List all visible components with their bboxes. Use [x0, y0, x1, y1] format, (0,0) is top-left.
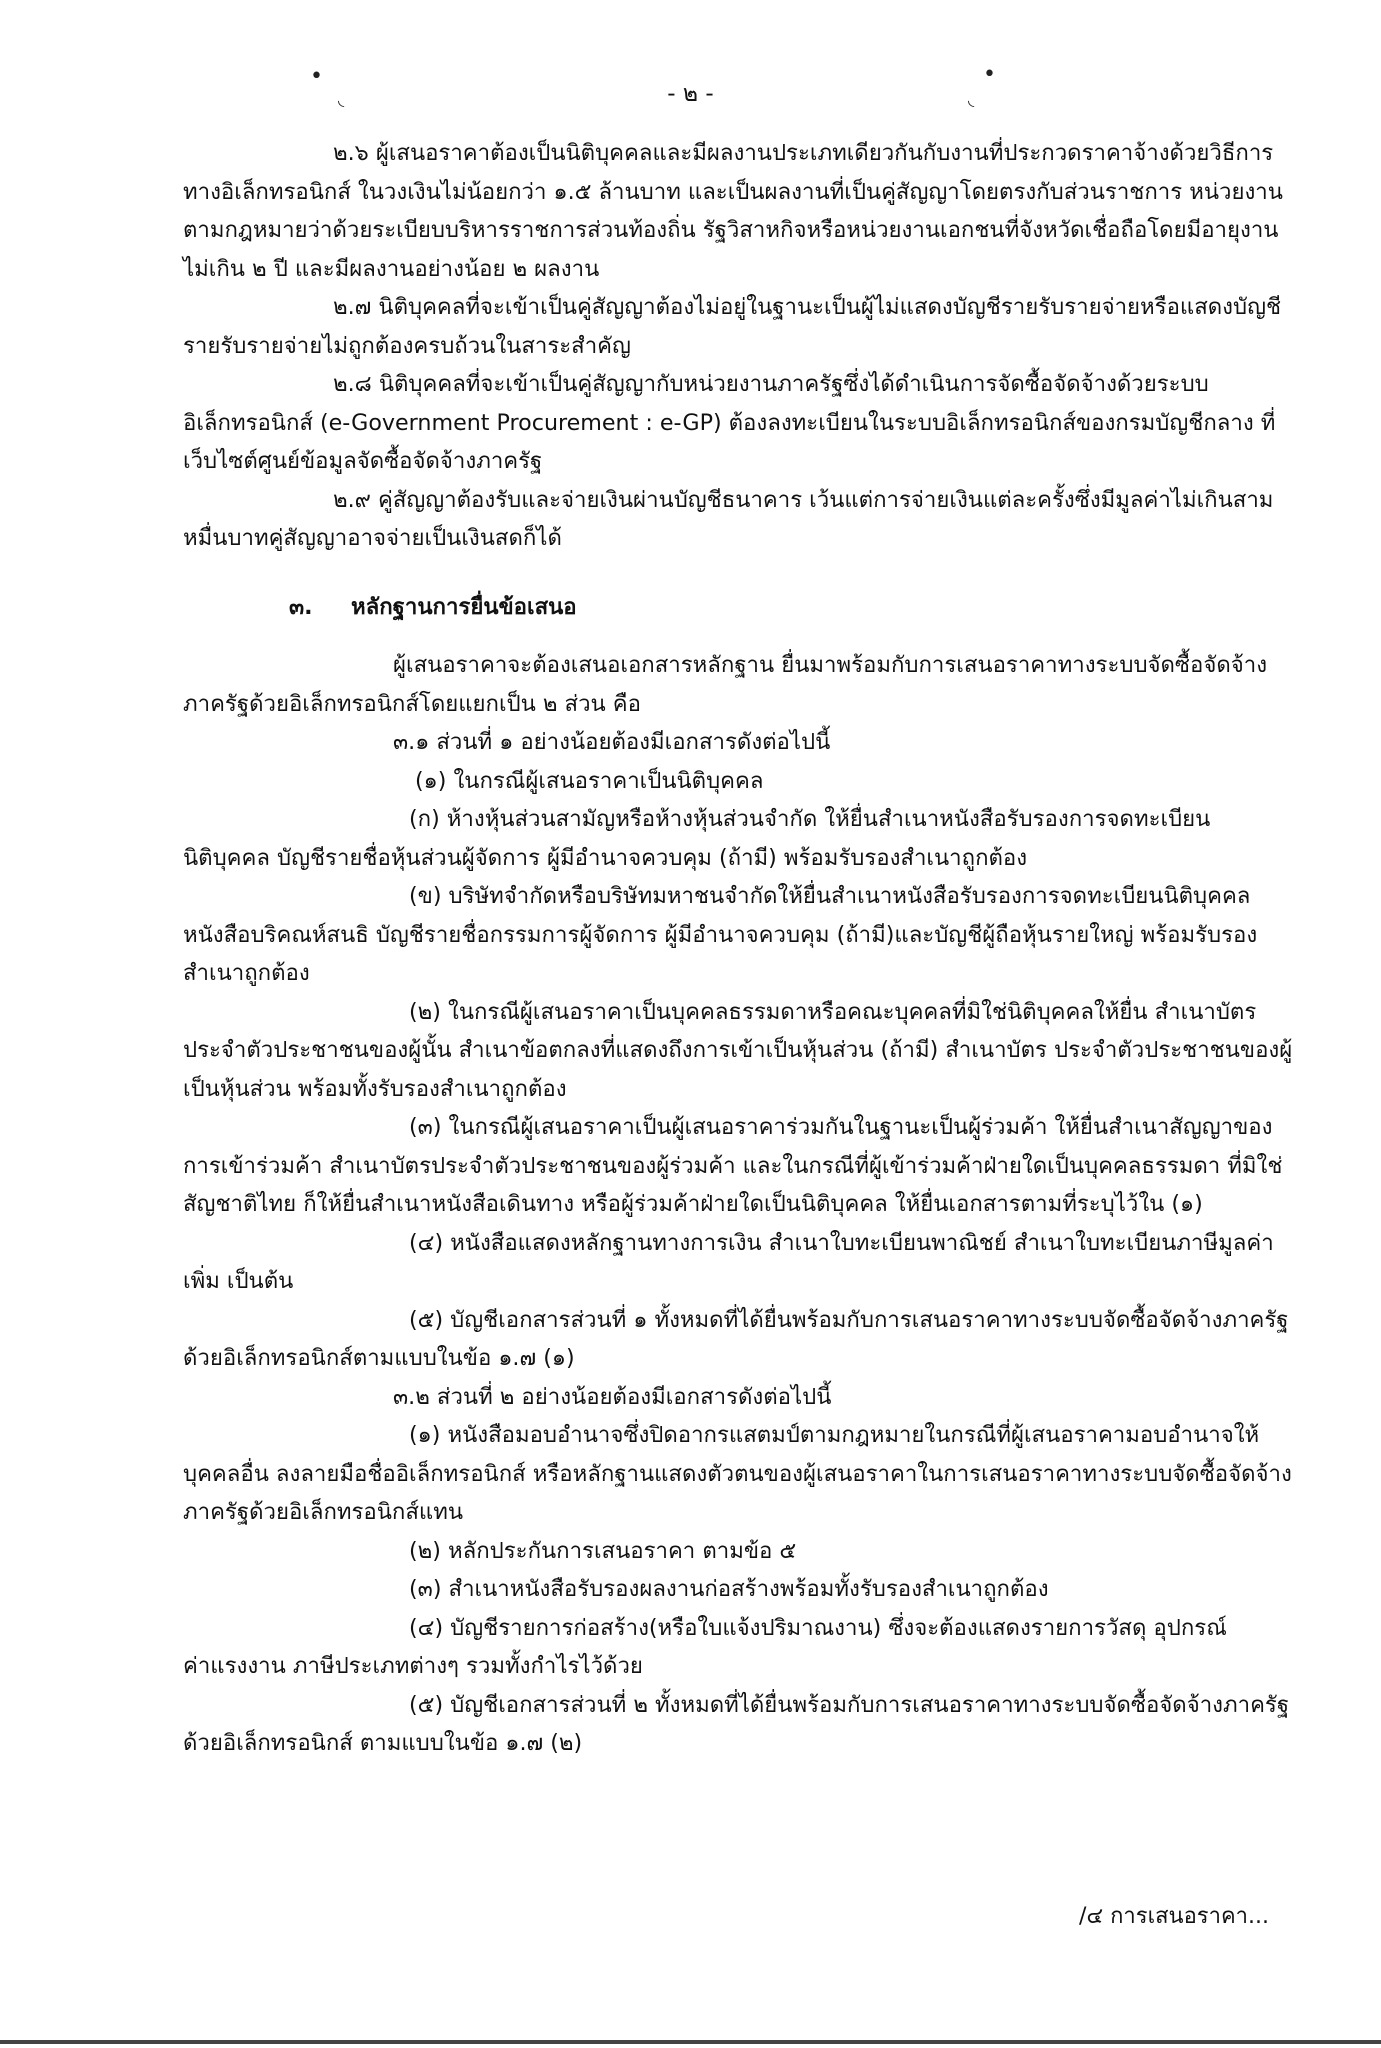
document-body [183, 134, 1295, 1763]
clause-3-1-1-b: (ข) บริษัทจำกัดหรือบริษัทมหาชนจำกัดให้ยื่นสำเนาหนังสือรับรองการจดทะเบียนนิติบุคคลหนังสือบริคณห์สนธิ บัญชีรายชื่อกรรมการผู้จัดการ ผู้มีอำนาจควบคุม (ถ้ามี)และบัญชีผู้ถือหุ้นรายใหญ่ พร้อมรับรองสำเนาถูกต้อง [183, 883, 1258, 986]
clause-3-2-5: (๕) บัญชีเอกสารส่วนที่ ๒ ทั้งหมดที่ได้ยื่นพร้อมกับการเสนอราคาทางระบบจัดซื้อจัดจ้างภาครัฐด้วยอิเล็กทรอนิกส์ ตามแบบในข้อ ๑.๗ (๒) [183, 1691, 1290, 1756]
clause-3-1: ๓.๑ ส่วนที่ ๑ อย่างน้อยต้องมีเอกสารดังต่อไปนี้ [393, 729, 831, 755]
clause-3-1-5: (๕) บัญชีเอกสารส่วนที่ ๑ ทั้งหมดที่ได้ยื่นพร้อมกับการเสนอราคาทางระบบจัดซื้อจัดจ้างภาครัฐด้วยอิเล็กทรอนิกส์ตามแบบในข้อ ๑.๗ (๑) [183, 1306, 1289, 1371]
section-number: ๓. [289, 593, 313, 620]
continuation-note: /๔ การเสนอราคา... [1079, 1904, 1269, 1929]
clause-3-2-2: (๒) หลักประกันการเสนอราคา ตามข้อ ๕ [409, 1537, 797, 1564]
section-intro: ผู้เสนอราคาจะต้องเสนอเอกสารหลักฐาน ยื่นมาพร้อมกับการเสนอราคาทางระบบจัดซื้อจัดจ้างภาครัฐด้วยอิเล็กทรอนิกส์โดยแยกเป็น ๒ ส่วน คือ [183, 652, 1268, 717]
clause-3-2-4: (๔) บัญชีรายการก่อสร้าง(หรือใบแจ้งปริมาณงาน) ซึ่งจะต้องแสดงรายการวัสดุ อุปกรณ์ ค่าแรงงาน ภาษีประเภทต่างๆ รวมทั้งกำไรไว้ด้วย [183, 1614, 1227, 1679]
page-number: - ๒ - [667, 81, 714, 107]
scan-mark: • [310, 64, 323, 89]
clause-2-7: ๒.๗ นิติบุคคลที่จะเข้าเป็นคู่สัญญาต้องไม่อยู่ในฐานะเป็นผู้ไม่แสดงบัญชีรายรับรายจ่ายหรือแสดงบัญชีรายรับรายจ่ายไม่ถูกต้องครบถ้วนในสาระสำคัญ [183, 294, 1282, 359]
scan-mark: • [983, 62, 996, 87]
section-title: หลักฐานการยื่นข้อเสนอ [351, 593, 577, 620]
clause-3-2-1: (๑) หนังสือมอบอำนาจซึ่งปิดอากรแสตมป์ตามกฎหมายในกรณีที่ผู้เสนอราคามอบอำนาจให้บุคคลอื่น ลงลายมือชื่ออิเล็กทรอนิกส์ หรือหลักฐานแสดงตัวตนของผู้เสนอราคาในการเสนอราคาทางระบบจัดซื้อจัดจ้างภาครัฐด้วยอิเล็กทรอนิกส์แทน [183, 1422, 1292, 1525]
clause-2-6: ๒.๖ ผู้เสนอราคาต้องเป็นนิติบุคคลและมีผลงานประเภทเดียวกันกับงานที่ประกวดราคาจ้างด้วยวิธีการทางอิเล็กทรอนิกส์ ในวงเงินไม่น้อยกว่า ๑.๕ ล้านบาท และเป็นผลงานที่เป็นคู่สัญญาโดยตรงกับส่วนราชการ หน่วยงานตามกฎหมายว่าด้วยระเบียบบริหารราชการส่วนท้องถิ่น รัฐวิสาหกิจหรือหน่วยงานเอกชนที่จังหวัดเชื่อถือโดยมีอายุงานไม่เกิน ๒ ปี และมีผลงานอย่างน้อย ๒ ผลงาน [183, 140, 1283, 282]
clause-3-2-3: (๓) สำเนาหนังสือรับรองผลงานก่อสร้างพร้อมทั้งรับรองสำเนาถูกต้อง [409, 1576, 1049, 1602]
clause-3-1-1: (๑) ในกรณีผู้เสนอราคาเป็นนิติบุคคล [415, 767, 764, 794]
scan-mark: ◟ [338, 90, 345, 109]
clause-3-1-4: (๔) หนังสือแสดงหลักฐานทางการเงิน สำเนาใบทะเบียนพาณิชย์ สำเนาใบทะเบียนภาษีมูลค่าเพิ่ม เป็นต้น [183, 1229, 1274, 1294]
scan-edge-line [0, 2040, 1381, 2044]
clause-2-8: ๒.๘ นิติบุคคลที่จะเข้าเป็นคู่สัญญากับหน่วยงานภาครัฐซึ่งได้ดำเนินการจัดซื้อจัดจ้างด้วยระบบอิเล็กทรอนิกส์ (e-Government Procurement : e-GP) ต้องลงทะเบียนในระบบอิเล็กทรอนิกส์ของกรมบัญชีกลาง ที่เว็บไซต์ศูนย์ข้อมูลจัดซื้อจัดจ้างภาครัฐ [183, 371, 1276, 474]
clause-3-1-3: (๓) ในกรณีผู้เสนอราคาเป็นผู้เสนอราคาร่วมกันในฐานะเป็นผู้ร่วมค้า ให้ยื่นสำเนาสัญญาของการเข้าร่วมค้า สำเนาบัตรประจำตัวประชาชนของผู้ร่วมค้า และในกรณีที่ผู้เข้าร่วมค้าฝ่ายใดเป็นบุคคลธรรมดา ที่มิใช่สัญชาติไทย ก็ให้ยื่นสำเนาหนังสือเดินทาง หรือผู้ร่วมค้าฝ่ายใดเป็นนิติบุคคล ให้ยื่นเอกสารตามที่ระบุไว้ใน (๑) [183, 1114, 1283, 1217]
clause-2-9: ๒.๙ คู่สัญญาต้องรับและจ่ายเงินผ่านบัญชีธนาคาร เว้นแต่การจ่ายเงินแต่ละครั้งซึ่งมีมูลค่าไม่เกินสามหมื่นบาทคู่สัญญาอาจจ่ายเป็นเงินสดก็ได้ [183, 486, 1274, 551]
section-heading [183, 588, 1295, 627]
clause-3-2: ๓.๒ ส่วนที่ ๒ อย่างน้อยต้องมีเอกสารดังต่อไปนี้ [393, 1383, 832, 1410]
clause-3-1-1-a: (ก) ห้างหุ้นส่วนสามัญหรือห้างหุ้นส่วนจำกัด ให้ยื่นสำเนาหนังสือรับรองการจดทะเบียน นิติบุคคล บัญชีรายชื่อหุ้นส่วนผู้จัดการ ผู้มีอำนาจควบคุม (ถ้ามี) พร้อมรับรองสำเนาถูกต้อง [183, 806, 1211, 871]
scan-mark: ◟ [968, 90, 975, 109]
clause-3-1-2: (๒) ในกรณีผู้เสนอราคาเป็นบุคคลธรรมดาหรือคณะบุคคลที่มิใช่นิติบุคคลให้ยื่น สำเนาบัตรประจำตัวประชาชนของผู้นั้น สำเนาข้อตกลงที่แสดงถึงการเข้าเป็นหุ้นส่วน (ถ้ามี) สำเนาบัตร ประจำตัวประชาชนของผู้เป็นหุ้นส่วน พร้อมทั้งรับรองสำเนาถูกต้อง [183, 998, 1293, 1102]
